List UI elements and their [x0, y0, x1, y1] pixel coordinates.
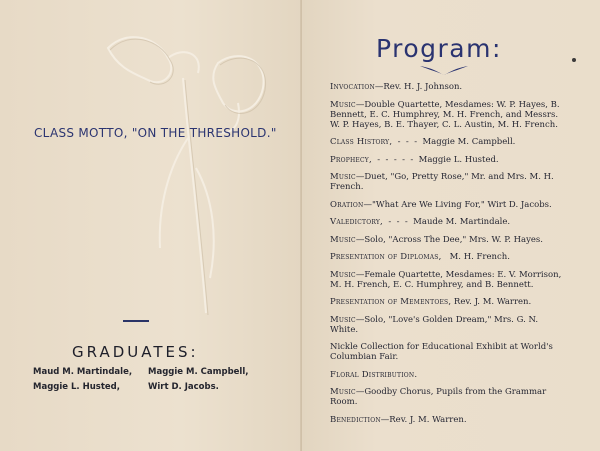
program-item: Music—Solo, "Love's Golden Dream," Mrs. G. N. White.	[330, 314, 539, 335]
program-title: Program:	[376, 34, 502, 63]
graduate-name: Wirt D. Jacobs.	[148, 382, 219, 392]
program-item: Presentation of Diplomas, M. H. French.	[330, 252, 510, 262]
title-swash-ornament	[418, 64, 470, 76]
program-item: Music—Solo, "Across The Dee," Mrs. W. P. Hayes.	[330, 234, 543, 245]
program-item: Nickle Collection for Educational Exhibit at World's Columbian Fair.	[330, 342, 553, 362]
graduate-name: Maggie M. Campbell,	[148, 367, 249, 377]
program-item: Prophecy, - - - - - Maggie L. Husted.	[330, 154, 499, 165]
program-item: Music—Duet, "Go, Pretty Rose," Mr. and Mrs. M. H. French.	[330, 172, 554, 192]
graduate-name: Maggie L. Husted,	[33, 382, 120, 392]
ornament-dash	[123, 320, 149, 322]
program-item: Oration—"What Are We Living For," Wirt D. Jacobs.	[330, 199, 552, 210]
embossed-lily-decoration	[88, 18, 288, 318]
program-item: Benediction—Rev. J. M. Warren.	[330, 414, 467, 425]
graduates-heading: GRADUATES:	[72, 343, 199, 361]
class-motto: CLASS MOTTO, "ON THE THRESHOLD."	[34, 126, 277, 140]
graduates-list	[33, 367, 278, 392]
graduate-name: Maud M. Martindale,	[33, 367, 133, 377]
program-item: Music—Goodby Chorus, Pupils from the Grammar Room.	[330, 387, 547, 407]
program-item: Class History, - - - Maggie M. Campbell.	[330, 137, 516, 147]
program-item: Floral Distribution.	[330, 369, 418, 380]
program-item: Music—Double Quartette, Mesdames: W. P. Hayes, B. Bennett, E. C. Humphrey, M. H. French, and Messrs. W. P. Hayes, B. E. Thayer, C. L. Austin, M. H. French.	[330, 99, 560, 130]
program-item: Invocation—Rev. H. J. Johnson.	[330, 82, 463, 92]
program-items-list	[330, 82, 562, 432]
program-item: Valedictory, - - - Maude M. Martindale.	[330, 217, 511, 227]
program-item: Music—Female Quartette, Mesdames: E. V. Morrison, M. H. French, E. C. Humphrey, and B. Bennett.	[330, 269, 562, 290]
paper-speck	[572, 58, 576, 62]
program-item: Presentation of Mementoes, Rev. J. M. Warren.	[330, 297, 532, 307]
